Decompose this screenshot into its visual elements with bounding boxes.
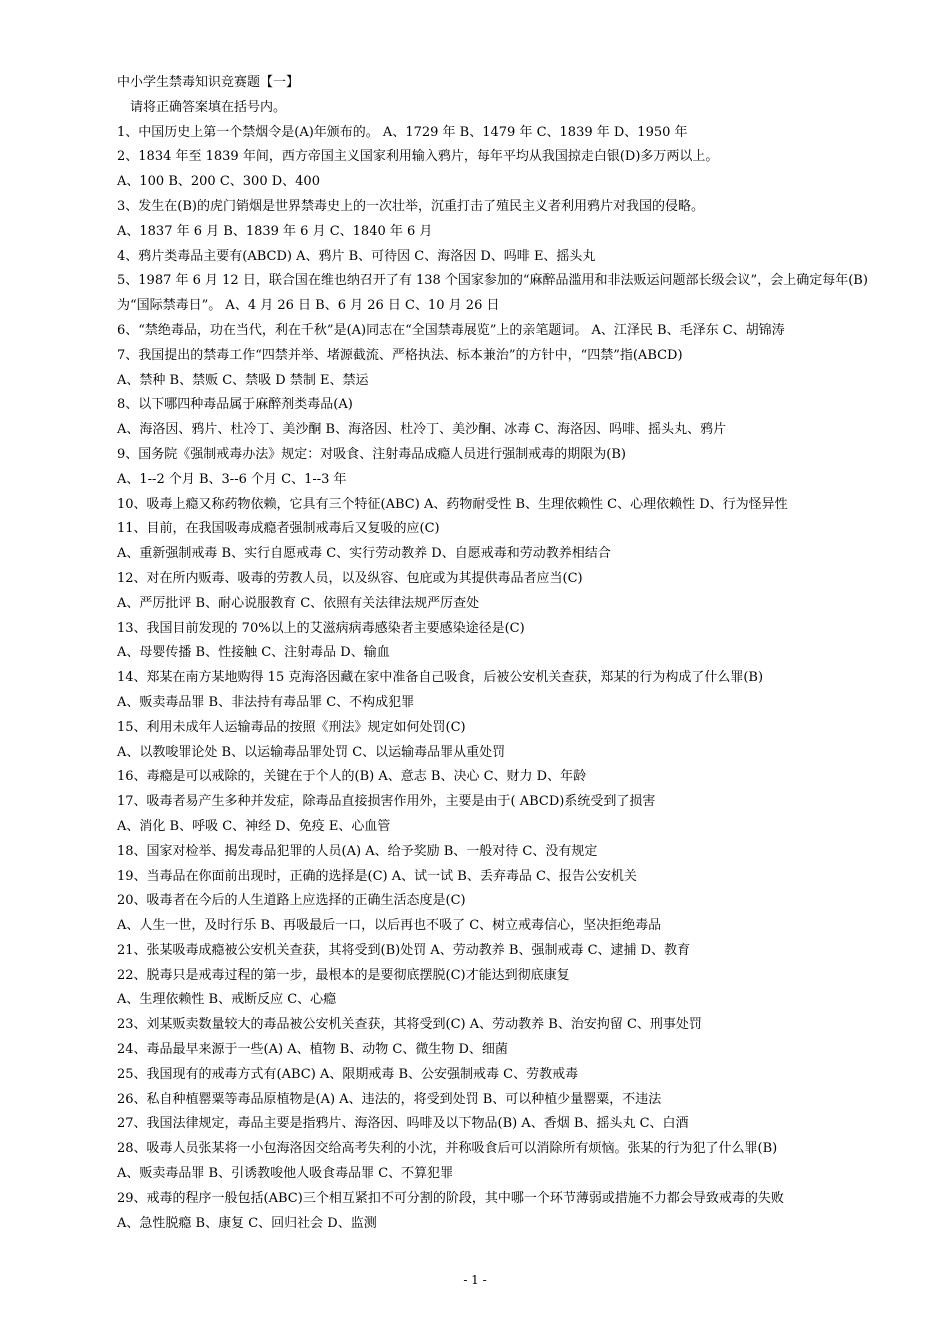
document-body — [117, 71, 877, 1236]
question-line: 10、吸毒上瘾又称药物依赖，它具有三个特征(ABC) A、药物耐受性 B、生理依赖性 C、心理依赖性 D、行为怪异性 — [117, 496, 788, 512]
options-line: A、禁种 B、禁贩 C、禁吸 D 禁制 E、禁运 — [117, 372, 369, 388]
page-number: - 1 - — [463, 1273, 487, 1287]
question-line: 19、当毒品在你面前出现时，正确的选择是(C) A、试一试 B、丢弃毒品 C、报告公安机关 — [117, 868, 637, 884]
question-line: 14、郑某在南方某地购得 15 克海洛因藏在家中准备自己吸食，后被公安机关查获，郑某的行为构成了什么罪(B) — [117, 670, 764, 686]
question-line: 4、鸦片类毒品主要有(ABCD) A、鸦片 B、可待因 C、海洛因 D、吗啡 E、摇头丸 — [117, 248, 596, 264]
question-line: 6、“禁绝毒品，功在当代，利在千秋”是(A)同志在“全国禁毒展览”上的亲笔题词。 A、江泽民 B、毛泽东 C、胡锦涛 — [117, 322, 785, 338]
options-line: A、消化 B、呼吸 C、神经 D、免疫 E、心血管 — [117, 818, 391, 834]
question-line: 11、目前，在我国吸毒成瘾者强制戒毒后又复吸的应(C) — [117, 521, 440, 537]
question-line: 15、利用未成年人运输毒品的按照《刑法》规定如何处罚(C) — [117, 719, 466, 735]
question-line: 5、1987 年 6 月 12 日，联合国在维也纳召开了有 138 个国家参加的“麻醉品滥用和非法贩运问题部长级会议”，会上确定每年(B)为“国际禁毒日”。 A、4 月 26 日 B、6 月 26 日 C、10 月 26 日 — [117, 273, 868, 314]
question-line: 27、我国法律规定，毒品主要是指鸦片、海洛因、吗啡及以下物品(B) A、香烟 B、摇头丸 C、白酒 — [117, 1116, 689, 1132]
options-line: A、海洛因、鸦片、杜冷丁、美沙酮 B、海洛因、杜冷丁、美沙酮、冰毒 C、海洛因、吗啡、摇头丸、鸦片 — [117, 422, 727, 438]
options-line: A、重新强制戒毒 B、实行自愿戒毒 C、实行劳动教养 D、自愿戒毒和劳动教养相结合 — [117, 546, 611, 562]
options-line: A、1--2 个月 B、3--6 个月 C、1--3 年 — [117, 471, 347, 487]
options-line: A、人生一世，及时行乐 B、再吸最后一口，以后再也不吸了 C、树立戒毒信心，坚决拒绝毒品 — [117, 918, 662, 934]
question-list — [117, 121, 877, 1237]
question-line: 17、吸毒者易产生多种并发症，除毒品直接损害作用外，主要是由于( ABCD)系统受到了损害 — [117, 794, 656, 810]
options-line: A、母婴传播 B、性接触 C、注射毒品 D、输血 — [117, 645, 390, 661]
options-line: A、急性脱瘾 B、康复 C、回归社会 D、监测 — [117, 1215, 377, 1231]
question-line: 20、吸毒者在今后的人生道路上应选择的正确生活态度是(C) — [117, 893, 466, 909]
question-line: 23、刘某贩卖数量较大的毒品被公安机关查获，其将受到(C) A、劳动教养 B、治安拘留 C、刑事处罚 — [117, 1017, 702, 1033]
question-line: 16、毒瘾是可以戒除的，关键在于个人的(B) A、意志 B、决心 C、财力 D、年龄 — [117, 769, 587, 785]
instruction-text: 请将正确答案填在括号内。 — [130, 99, 287, 115]
question-line: 25、我国现有的戒毒方式有(ABC) A、限期戒毒 B、公安强制戒毒 C、劳教戒毒 — [117, 1066, 579, 1082]
question-line: 18、国家对检举、揭发毒品犯罪的人员(A) A、给予奖励 B、一般对待 C、没有规定 — [117, 843, 598, 859]
question-line: 13、我国目前发现的 70%以上的艾滋病病毒感染者主要感染途径是(C) — [117, 620, 525, 636]
question-line: 9、国务院《强制戒毒办法》规定：对吸食、注射毒品成瘾人员进行强制戒毒的期限为(B) — [117, 446, 626, 462]
options-line: A、以教唆罪论处 B、以运输毒品罪处罚 C、以运输毒品罪从重处罚 — [117, 744, 506, 760]
document-title: 中小学生禁毒知识竞赛题【一】 — [117, 75, 300, 90]
question-line: 29、戒毒的程序一般包括(ABC)三个相互紧扣不可分割的阶段，其中哪一个环节薄弱或措施不力都会导致戒毒的失败 — [117, 1190, 784, 1206]
question-line: 26、私自种植罂粟等毒品原植物是(A) A、违法的，将受到处罚 B、可以种植少量罂粟，不违法 — [117, 1091, 662, 1107]
options-line: A、贩卖毒品罪 B、非法持有毒品罪 C、不构成犯罪 — [117, 694, 415, 710]
question-line: 12、对在所内贩毒、吸毒的劳教人员，以及纵容、包庇或为其提供毒品者应当(C) — [117, 570, 583, 586]
options-line: A、100 B、200 C、300 D、400 — [117, 174, 320, 190]
question-line: 1、中国历史上第一个禁烟令是(A)年颁布的。 A、1729 年 B、1479 年 C、1839 年 D、1950 年 — [117, 124, 688, 140]
options-line: A、1837 年 6 月 B、1839 年 6 月 C、1840 年 6 月 — [117, 223, 433, 239]
question-line: 8、以下哪四种毒品属于麻醉剂类毒品(A) — [117, 397, 353, 413]
options-line: A、贩卖毒品罪 B、引诱教唆他人吸食毒品罪 C、不算犯罪 — [117, 1166, 454, 1182]
question-line: 24、毒品最早来源于一些(A) A、植物 B、动物 C、微生物 D、细菌 — [117, 1042, 508, 1058]
question-line: 2、1834 年至 1839 年间，西方帝国主义国家利用输入鸦片，每年平均从我国掠走白银(D)多万两以上。 — [117, 149, 719, 165]
question-line: 7、我国提出的禁毒工作“四禁并举、堵源截流、严格执法、标本兼治”的方针中，“四禁”指(ABCD) — [117, 347, 683, 363]
question-line: 28、吸毒人员张某将一小包海洛因交给高考失利的小沈，并称吸食后可以消除所有烦恼。张某的行为犯了什么罪(B) — [117, 1141, 778, 1157]
options-line: A、严厉批评 B、耐心说服教育 C、依照有关法律法规严厉查处 — [117, 595, 480, 611]
question-line: 21、张某吸毒成瘾被公安机关查获，其将受到(B)处罚 A、劳动教养 B、强制戒毒 C、逮捕 D、教育 — [117, 942, 691, 958]
question-line: 3、发生在(B)的虎门销烟是世界禁毒史上的一次壮举，沉重打击了殖民主义者利用鸦片对我国的侵略。 — [117, 198, 704, 214]
options-line: A、生理依赖性 B、戒断反应 C、心瘾 — [117, 992, 337, 1008]
question-line: 22、脱毒只是戒毒过程的第一步，最根本的是要彻底摆脱(C)才能达到彻底康复 — [117, 967, 570, 983]
